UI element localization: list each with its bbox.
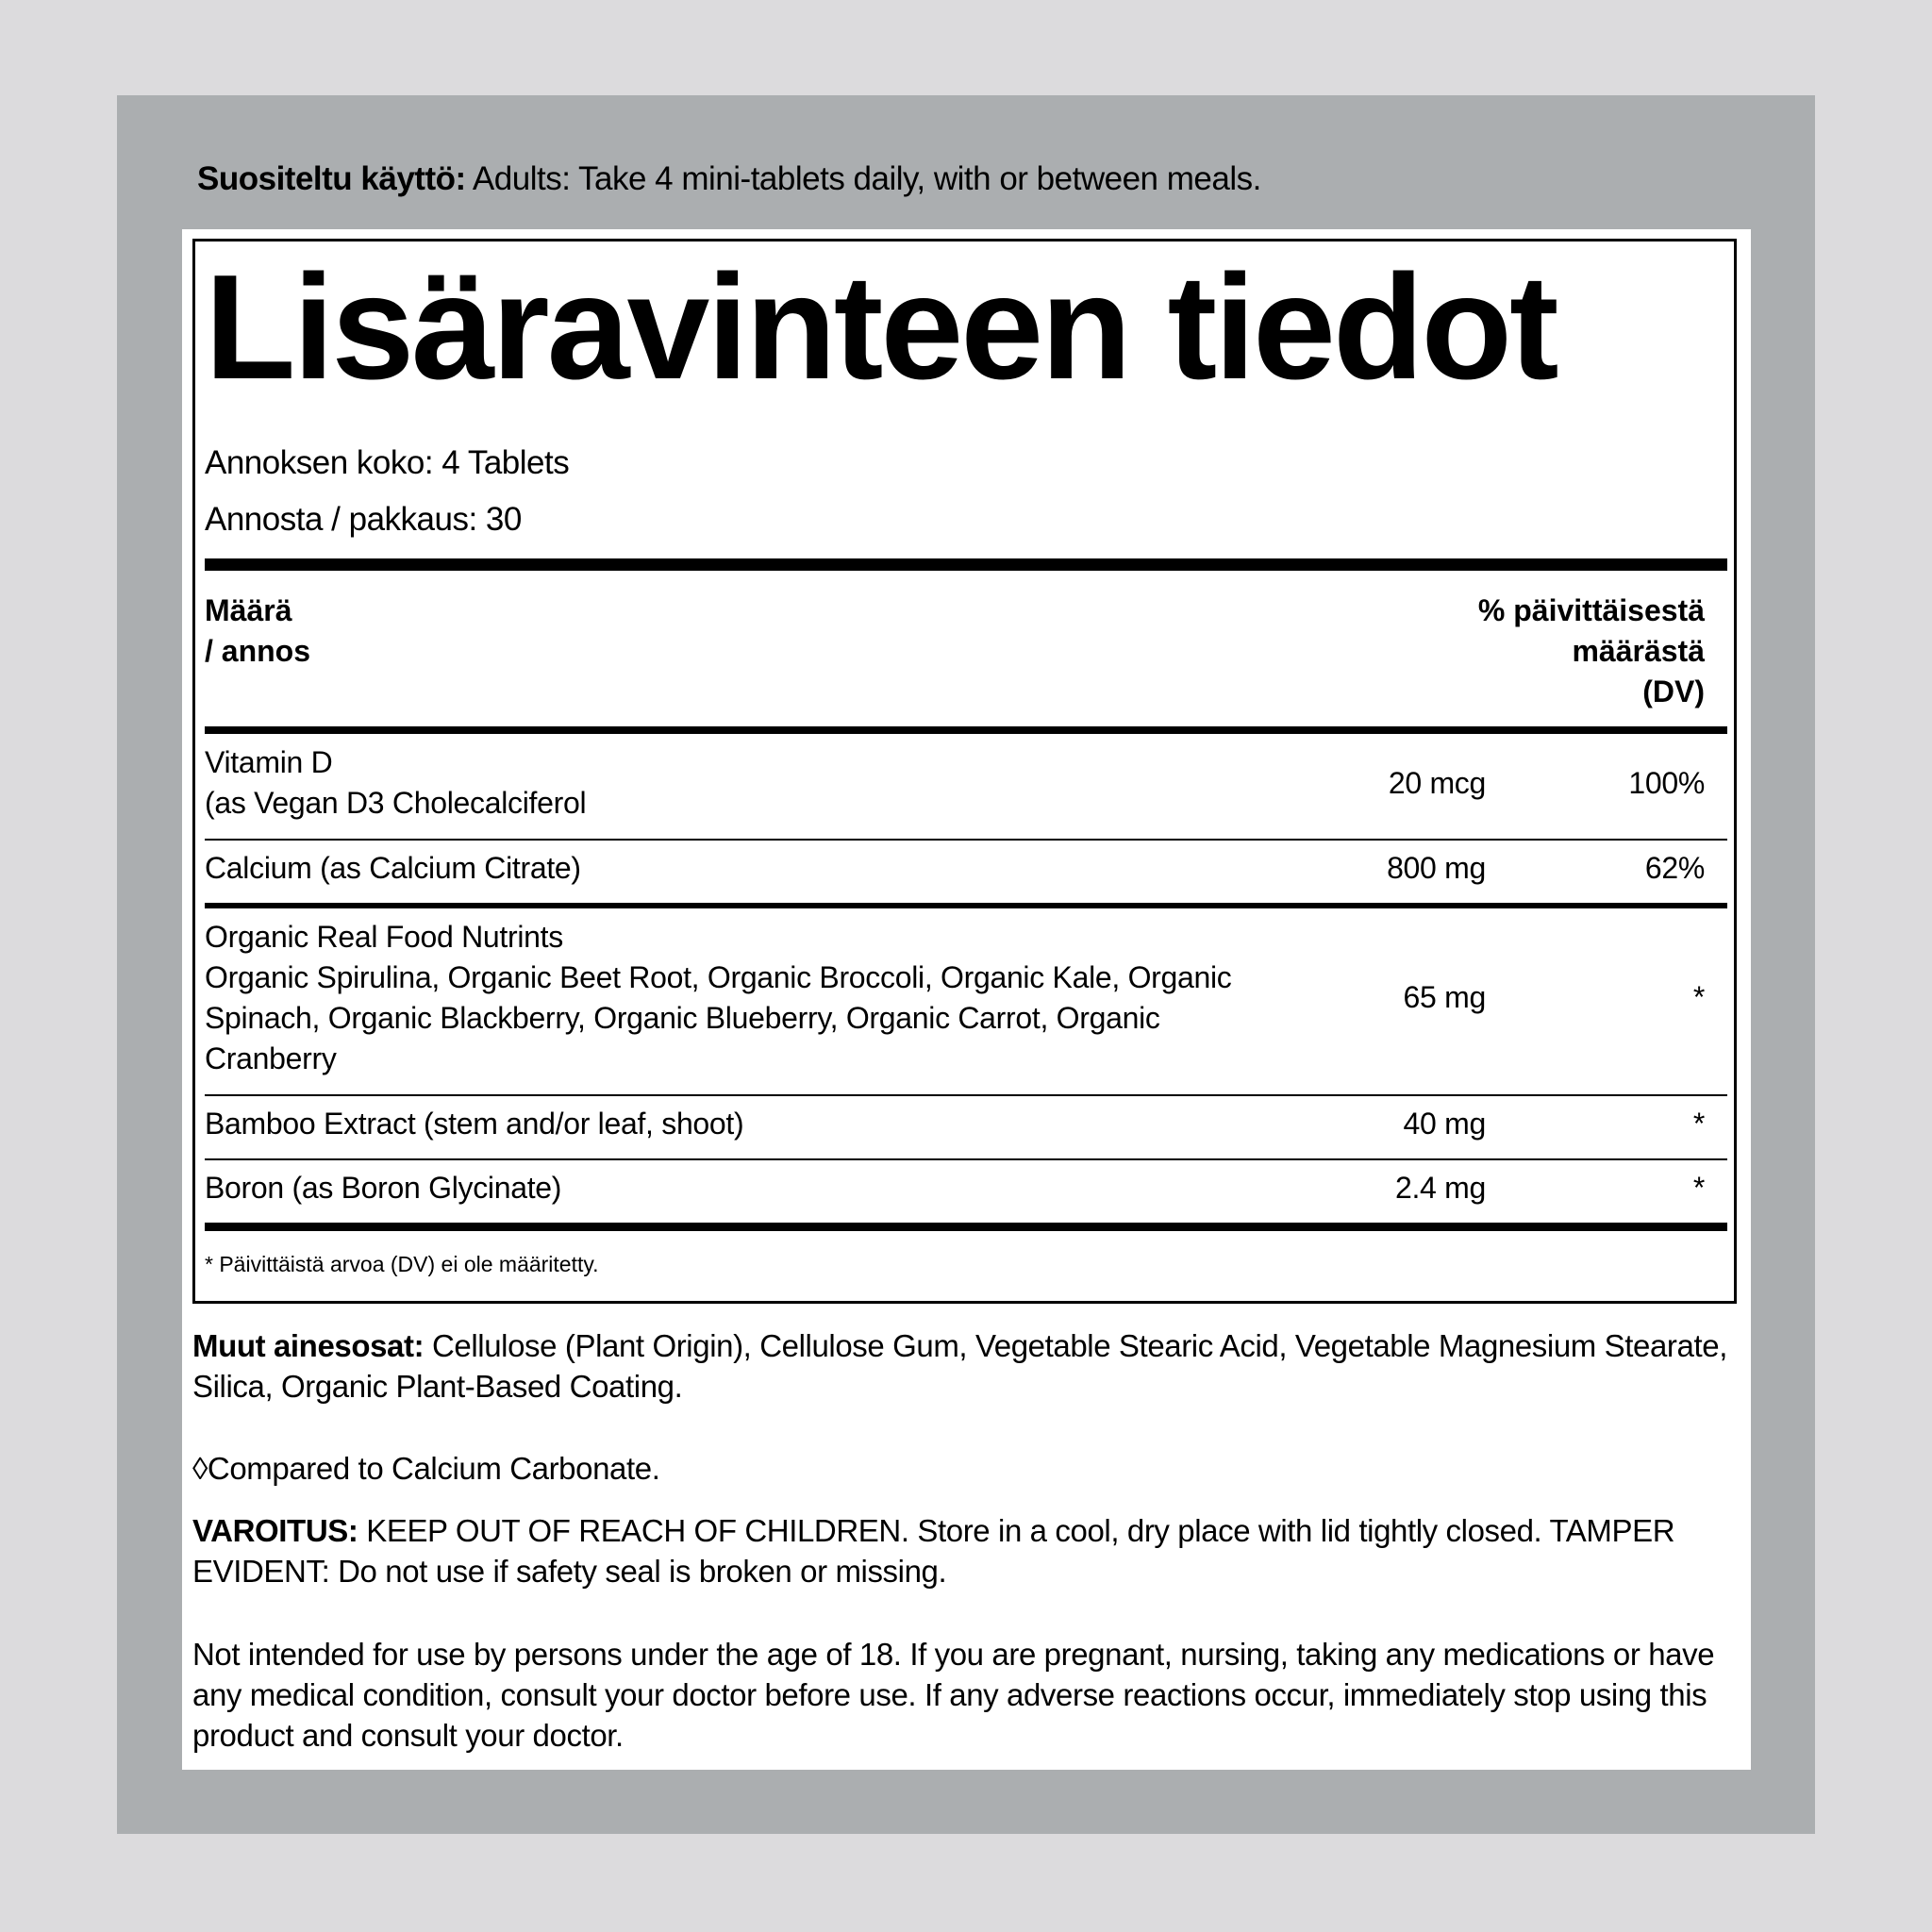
nutrient-amount: 40 mg [1403, 1107, 1486, 1141]
nutrient-daily-value: * [1692, 1107, 1705, 1141]
other-ingredients-label: Muut ainesosat: [192, 1328, 425, 1363]
nutrient-daily-value: * [1692, 1171, 1705, 1205]
warning-text: KEEP OUT OF REACH OF CHILDREN. Store in a cool, dry place with lid tightly closed. TAMPER EVIDENT: Do not use if safety seal is broken or missing. [192, 1513, 1675, 1589]
other-ingredients-text: Cellulose (Plant Origin), Cellulose Gum, Vegetable Stearic Acid, Vegetable Magnesium Stearate, Silica, Organic Plant-Based Coating. [192, 1328, 1727, 1404]
thick-divider-header [205, 726, 1727, 734]
nutrient-amount: 65 mg [1403, 980, 1486, 1014]
dv-header-line3: (DV) [1642, 675, 1705, 708]
nutrient-source: (as Vegan D3 Cholecalciferol [205, 786, 587, 820]
nutrient-amount: 800 mg [1387, 851, 1486, 885]
nutrient-name: Vitamin D [205, 745, 333, 779]
suggested-use-label: Suositeltu käyttö: [197, 160, 466, 197]
age-disclaimer: Not intended for use by persons under the age of 18. If you are pregnant, nursing, taking any medications or have any medical condition, consult your doctor before use. If any adverse reactions occur, immediately stop using this product and consult your doctor. [192, 1637, 1715, 1753]
thick-divider-top [205, 558, 1727, 571]
thick-divider-bottom [205, 1223, 1727, 1231]
suggested-use-text: Adults: Take 4 mini-tablets daily, with or between meals. [465, 160, 1261, 197]
nutrient-amount: 2.4 mg [1394, 1171, 1486, 1205]
nutrient-name: Calcium (as Calcium Citrate) [205, 851, 581, 885]
daily-value-footnote: * Päivittäistä arvoa (DV) ei ole määritetty. [205, 1252, 599, 1276]
other-ingredients [192, 1325, 1749, 1407]
blend-ingredients-line: Cranberry [205, 1041, 337, 1075]
compared-note: ◊Compared to Calcium Carbonate. [192, 1451, 660, 1486]
warning-label: VAROITUS: [192, 1513, 358, 1548]
daily-value-header [1478, 591, 1705, 712]
row-divider [205, 1094, 1727, 1096]
nutrient-daily-value: * [1692, 980, 1705, 1014]
blend-ingredients-line: Spinach, Organic Blackberry, Organic Blueberry, Organic Carrot, Organic [205, 1001, 1160, 1035]
dv-header-line1: % päivittäisestä [1477, 593, 1705, 627]
nutrient-daily-value: 62% [1644, 851, 1705, 885]
row-divider [205, 839, 1727, 841]
blend-ingredients-line: Organic Spirulina, Organic Beet Root, Organic Broccoli, Organic Kale, Organic [205, 960, 1232, 994]
nutrient-name: Boron (as Boron Glycinate) [205, 1171, 562, 1205]
nutrient-daily-value: 100% [1628, 766, 1705, 800]
amount-header-line2: / annos [205, 634, 311, 668]
dv-header-line2: määrästä [1572, 634, 1705, 668]
amount-per-serving-header [205, 591, 310, 672]
row-divider [205, 1158, 1727, 1160]
nutrient-amount: 20 mcg [1388, 766, 1486, 800]
nutrient-name: Organic Real Food Nutrints [205, 920, 563, 954]
suggested-use [197, 157, 1261, 202]
serving-size: Annoksen koko: 4 Tablets [205, 444, 570, 481]
amount-header-line1: Määrä [205, 593, 292, 627]
servings-per-container: Annosta / pakkaus: 30 [205, 501, 522, 538]
thick-row-divider [205, 903, 1727, 908]
warning [192, 1510, 1749, 1591]
nutrient-name: Bamboo Extract (stem and/or leaf, shoot) [205, 1107, 744, 1141]
supplement-facts-title: Lisäravinteen tiedot [205, 244, 1557, 410]
